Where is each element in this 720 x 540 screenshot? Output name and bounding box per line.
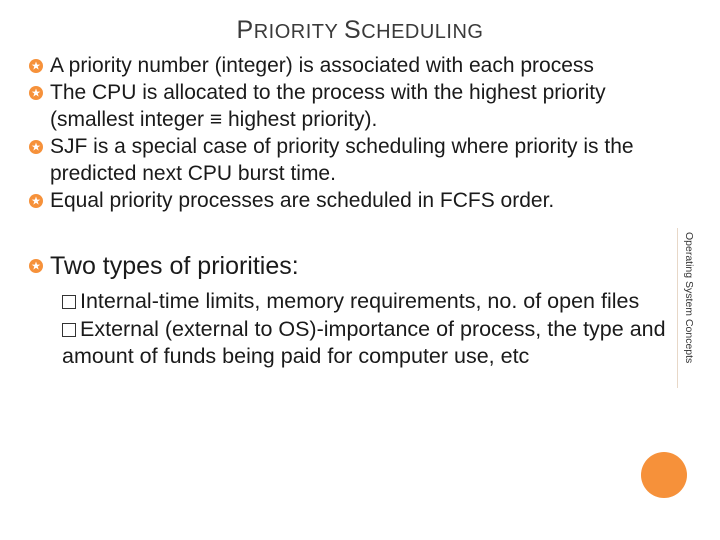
side-divider xyxy=(677,228,678,388)
star-icon xyxy=(28,85,44,101)
star-icon xyxy=(28,193,44,209)
star-icon xyxy=(28,58,44,74)
bullet-text: SJF is a special case of priority scheduling where priority is the predicted next CPU burst time. xyxy=(50,135,634,185)
bullet-item xyxy=(28,133,688,187)
sub-point-item xyxy=(62,288,692,316)
title-rest-1: RIORITY xyxy=(253,21,344,43)
bullet-item xyxy=(28,187,688,214)
sub-point-item xyxy=(62,316,692,371)
title-rest-2: CHEDULING xyxy=(361,21,484,43)
main-point xyxy=(28,250,670,282)
accent-circle xyxy=(641,452,687,498)
bullet-text: A priority number (integer) is associated with each process xyxy=(50,54,594,77)
bullet-list xyxy=(28,52,688,214)
bullet-item xyxy=(28,52,688,79)
title-initial-1: P xyxy=(236,16,254,44)
sub-point-text: External (external to OS)-importance of process, the type and amount of funds being paid for computer use, etc xyxy=(62,316,666,368)
main-point-text: Two types of priorities: xyxy=(50,252,299,280)
bullet-text: The CPU is allocated to the process with the highest priority (smallest integer ≡ highest priority). xyxy=(50,81,606,131)
star-icon xyxy=(28,139,44,155)
bullet-text: Equal priority processes are scheduled in FCFS order. xyxy=(50,189,555,212)
slide-title xyxy=(0,16,720,45)
bullet-item xyxy=(28,79,688,133)
star-icon xyxy=(28,258,44,274)
checkbox-icon xyxy=(62,295,76,309)
side-label: Operating System Concepts xyxy=(683,232,695,364)
title-initial-2: S xyxy=(344,16,362,44)
sub-point-list xyxy=(62,288,692,371)
sub-point-text: Internal-time limits, memory requirements, no. of open files xyxy=(80,289,640,313)
checkbox-icon xyxy=(62,323,76,337)
